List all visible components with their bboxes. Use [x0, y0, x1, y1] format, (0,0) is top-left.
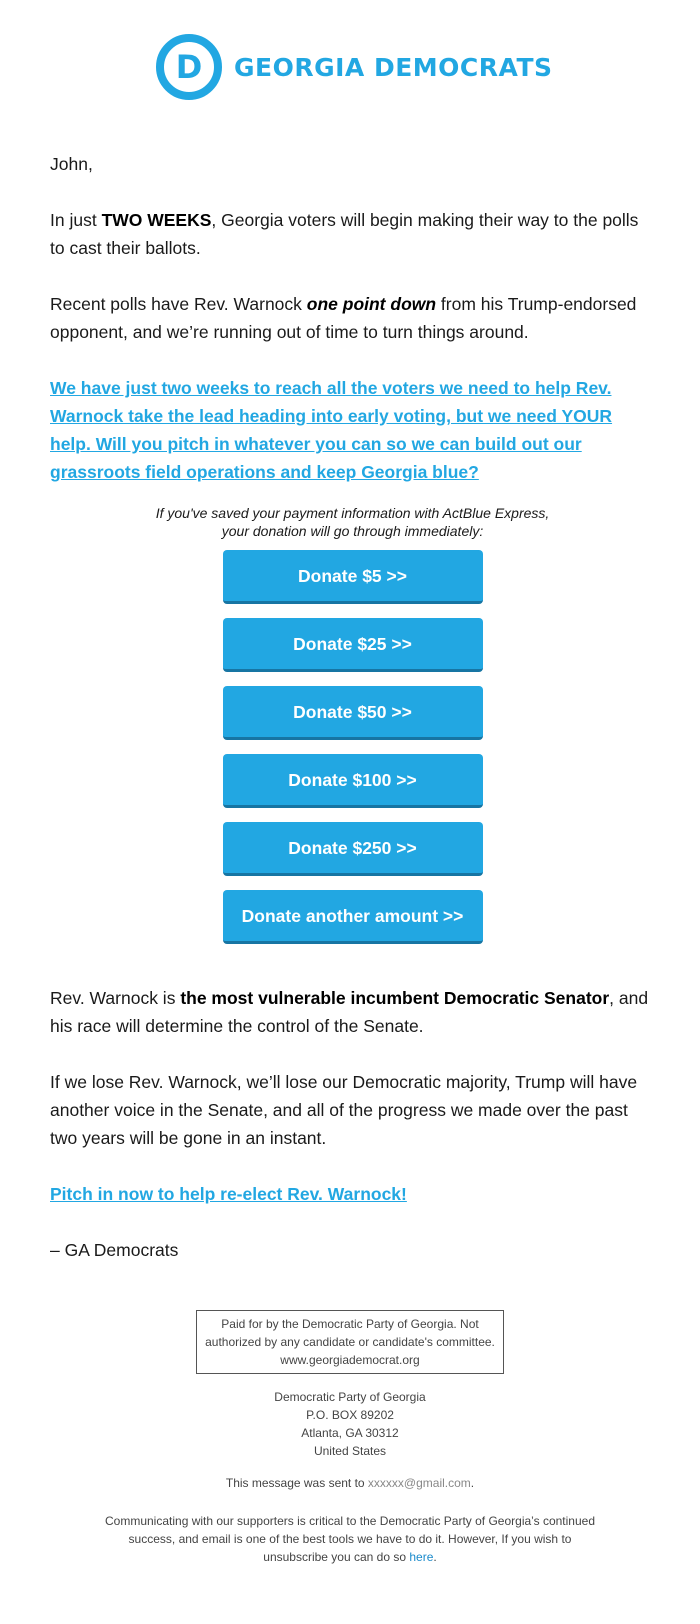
paragraph-lose-majority: If we lose Rev. Warnock, we’ll lose our Democratic majority, Trump will have another voice in the Senate, and all of the progress we made over the past two years will be gone in an instant.	[50, 1072, 638, 1148]
emphasis-two-weeks: TWO WEEKS	[101, 210, 212, 230]
signoff: – GA Democrats	[50, 1240, 179, 1260]
brand-name: GEORGIA DEMOCRATS	[234, 52, 553, 82]
logo-letter: D	[175, 48, 203, 86]
donate-250-button[interactable]: Donate $250 >>	[223, 822, 483, 876]
democrats-d-logo-icon	[156, 34, 222, 100]
donate-25-button[interactable]: Donate $25 >>	[223, 618, 483, 672]
paragraph-cta	[50, 374, 655, 486]
greeting: John,	[50, 154, 93, 174]
donate-100-button[interactable]: Donate $100 >>	[223, 754, 483, 808]
unsubscribe-notice: Communicating with our supporters is critical to the Democratic Party of Georgia’s continued success, and email is one of the best tools we have to do it. However, If you wish to unsubscribe you can do so here.	[105, 1514, 595, 1564]
unsubscribe-link[interactable]: here	[409, 1550, 434, 1564]
paragraph-cta-2	[50, 1180, 655, 1208]
sent-to-notice: This message was sent to xxxxxx@gmail.com.	[225, 1476, 475, 1490]
paragraph-vulnerable: Rev. Warnock is the most vulnerable incumbent Democratic Senator, and his race will determine the control of the Senate.	[50, 988, 649, 1036]
mailing-address: Democratic Party of Georgia P.O. BOX 89202 Atlanta, GA 30312 United States	[274, 1390, 426, 1458]
donate-other-amount-button[interactable]: Donate another amount >>	[223, 890, 483, 944]
pitch-in-link[interactable]: We have just two weeks to reach all the voters we need to help Rev. Warnock take the lead heading into early voting, but we need YOUR help. Will you pitch in whatever you can so we can build out our grassroots field operations and keep Georgia blue?	[50, 378, 613, 482]
paragraph-two-weeks: In just TWO WEEKS, Georgia voters will begin making their way to the polls to cast their ballots.	[50, 210, 639, 258]
donate-5-button[interactable]: Donate $5 >>	[223, 550, 483, 604]
emphasis-vulnerable: the most vulnerable incumbent Democratic Senator	[180, 988, 610, 1008]
donate-button-list	[50, 550, 655, 958]
paragraph-polls: Recent polls have Rev. Warnock one point down from his Trump-endorsed opponent, and we’re running out of time to turn things around.	[50, 294, 637, 342]
brand-logo	[156, 34, 553, 100]
emphasis-one-point-down: one point down	[306, 294, 437, 314]
email-footer	[0, 1310, 700, 1566]
email-body	[50, 150, 655, 1292]
actblue-express-note: If you've saved your payment information with ActBlue Express, your donation will go through immediately:	[155, 505, 550, 539]
reelect-link[interactable]: Pitch in now to help re-elect Rev. Warnock!	[50, 1184, 407, 1204]
donate-50-button[interactable]: Donate $50 >>	[223, 686, 483, 740]
recipient-email: xxxxxx@gmail.com	[367, 1476, 471, 1490]
paid-for-disclaimer: Paid for by the Democratic Party of Georgia. Not authorized by any candidate or candidate's committee. www.georgiademocrat.org	[196, 1310, 504, 1374]
